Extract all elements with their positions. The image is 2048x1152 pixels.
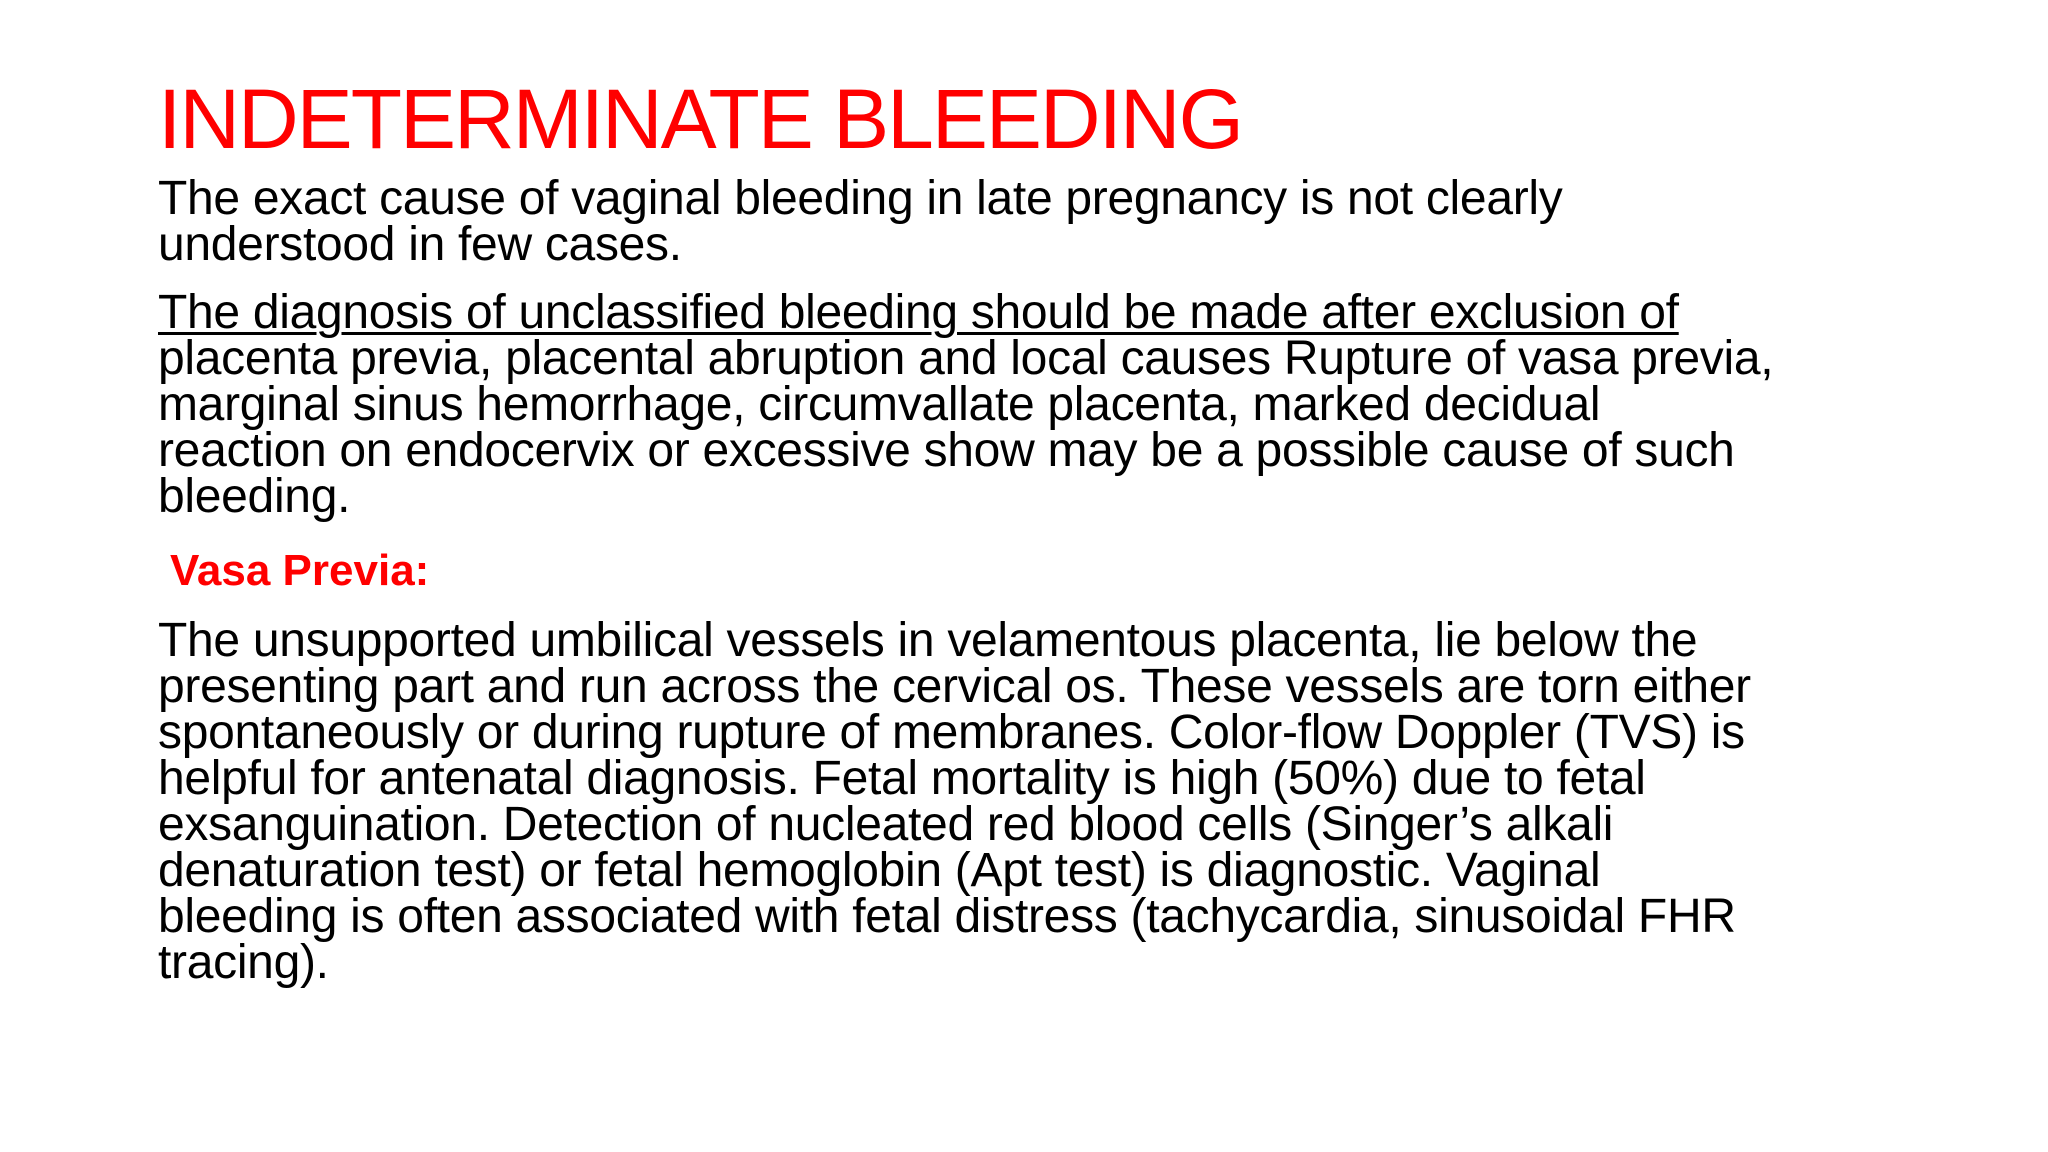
vasa-previa-paragraph: The unsupported umbilical vessels in velamentous placenta, lie below the presenting part and run across the cervical os. These vessels are torn either spontaneously or during rupture of membranes. Color-flow Doppler (TVS) is helpful for antenatal diagnosis. Fetal mortality is high (50%) due to fetal exsanguination. Detection of nucleated red blood cells (Singer’s alkali denaturation test) or fetal hemoglobin (Apt test) is diagnostic. Vaginal bleeding is often associated with fetal distress (tachycardia, sinusoidal FHR tracing).	[158, 614, 1751, 989]
diagnosis-underlined-sentence: The diagnosis of unclassified bleeding should be made after exclusion of	[158, 286, 1679, 339]
diagnosis-paragraph-rest: placenta previa, placental abruption and local causes Rupture of vasa previa, marginal sinus hemorrhage, circumvallate placenta, marked decidual reaction on endocervix or excessive show may be a possible cause of such bleeding.	[158, 332, 1774, 523]
intro-paragraph: The exact cause of vaginal bleeding in late pregnancy is not clearly understood in few cases.	[158, 172, 1563, 271]
slide-title: INDETERMINATE BLEEDING	[158, 72, 1242, 166]
diagnosis-paragraph	[158, 286, 1998, 523]
vasa-previa-heading: Vasa Previa:	[170, 546, 430, 595]
slide-content	[158, 66, 1998, 989]
